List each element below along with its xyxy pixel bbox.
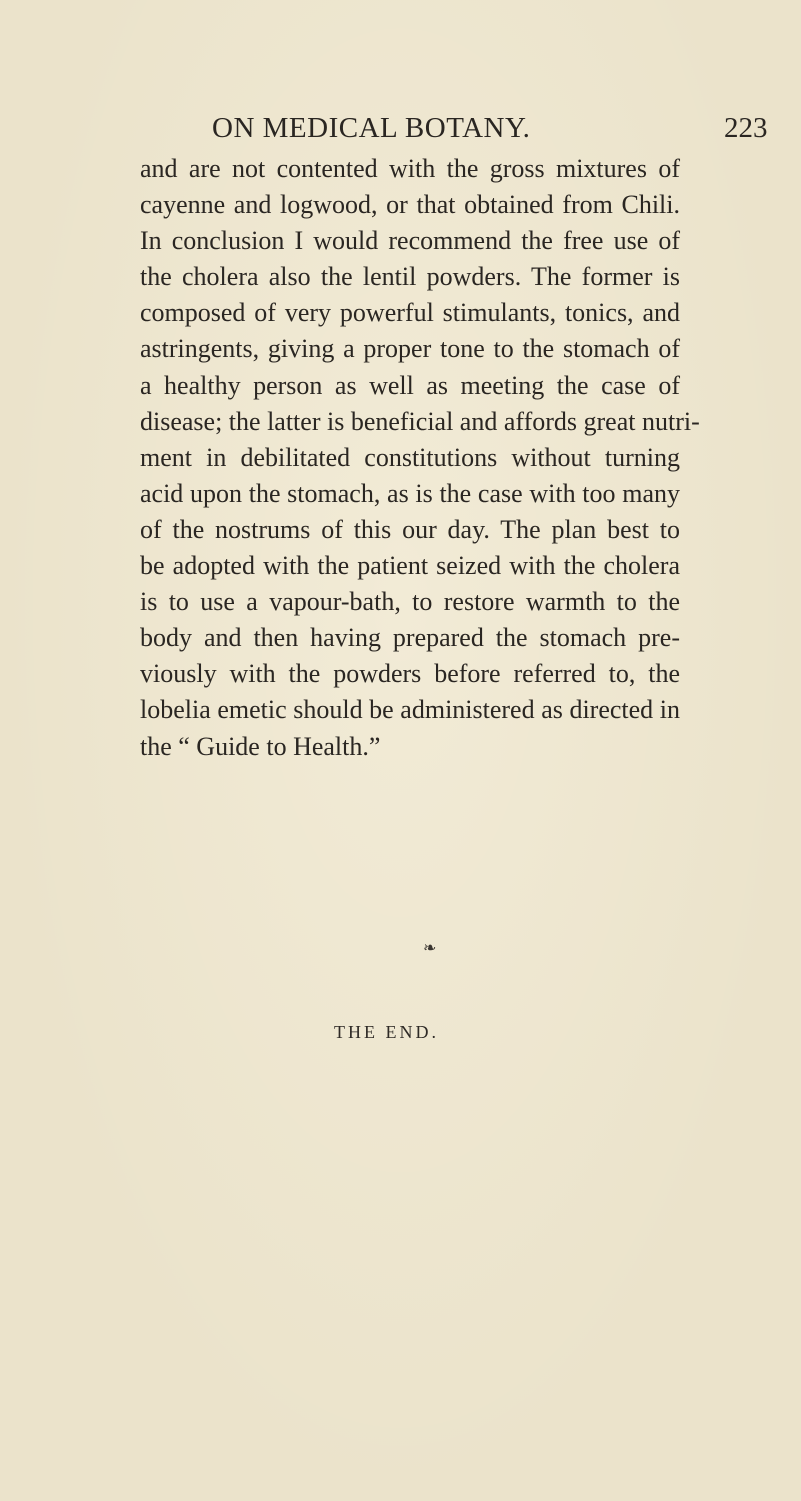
text-line: of the nostrums of this our day. The plan best to [140,514,680,544]
ornament-icon: ❧ [423,940,437,957]
text-line: astringents, giving a proper tone to the stomach of [140,334,680,364]
text-line-last: the “ Guide to Health.” [140,731,381,761]
text-line: composed of very powerful stimulants, tonics, and [140,298,680,328]
text-line: viously with the powders before referred to, the [140,659,680,689]
page-number: 223 [724,112,768,144]
text-line: lobelia emetic should be administered as directed in [140,695,680,725]
text-line: and are not contented with the gross mixtures of [140,154,680,183]
closing-text: THE END. [334,1022,439,1042]
running-title: ON MEDICAL BOTANY. [212,112,531,144]
text-line: ment in debilitated constitutions without turning [140,442,680,472]
text-line: acid upon the stomach, as is the case with too many [140,478,680,508]
text-line: disease; the latter is beneficial and affords great nutri- [140,406,700,436]
text-line: cayenne and logwood, or that obtained from Chili. [140,190,680,220]
text-line: be adopted with the patient seized with the cholera [140,551,680,581]
body-paragraph [140,151,700,765]
text-line: In conclusion I would recommend the free use of [140,226,680,256]
text-line: the cholera also the lentil powders. The former is [140,262,680,292]
text-line: a healthy person as well as meeting the case of [140,370,680,400]
text-line: is to use a vapour-bath, to restore warmth to the [140,587,680,617]
text-line: body and then having prepared the stomach pre- [140,623,680,653]
